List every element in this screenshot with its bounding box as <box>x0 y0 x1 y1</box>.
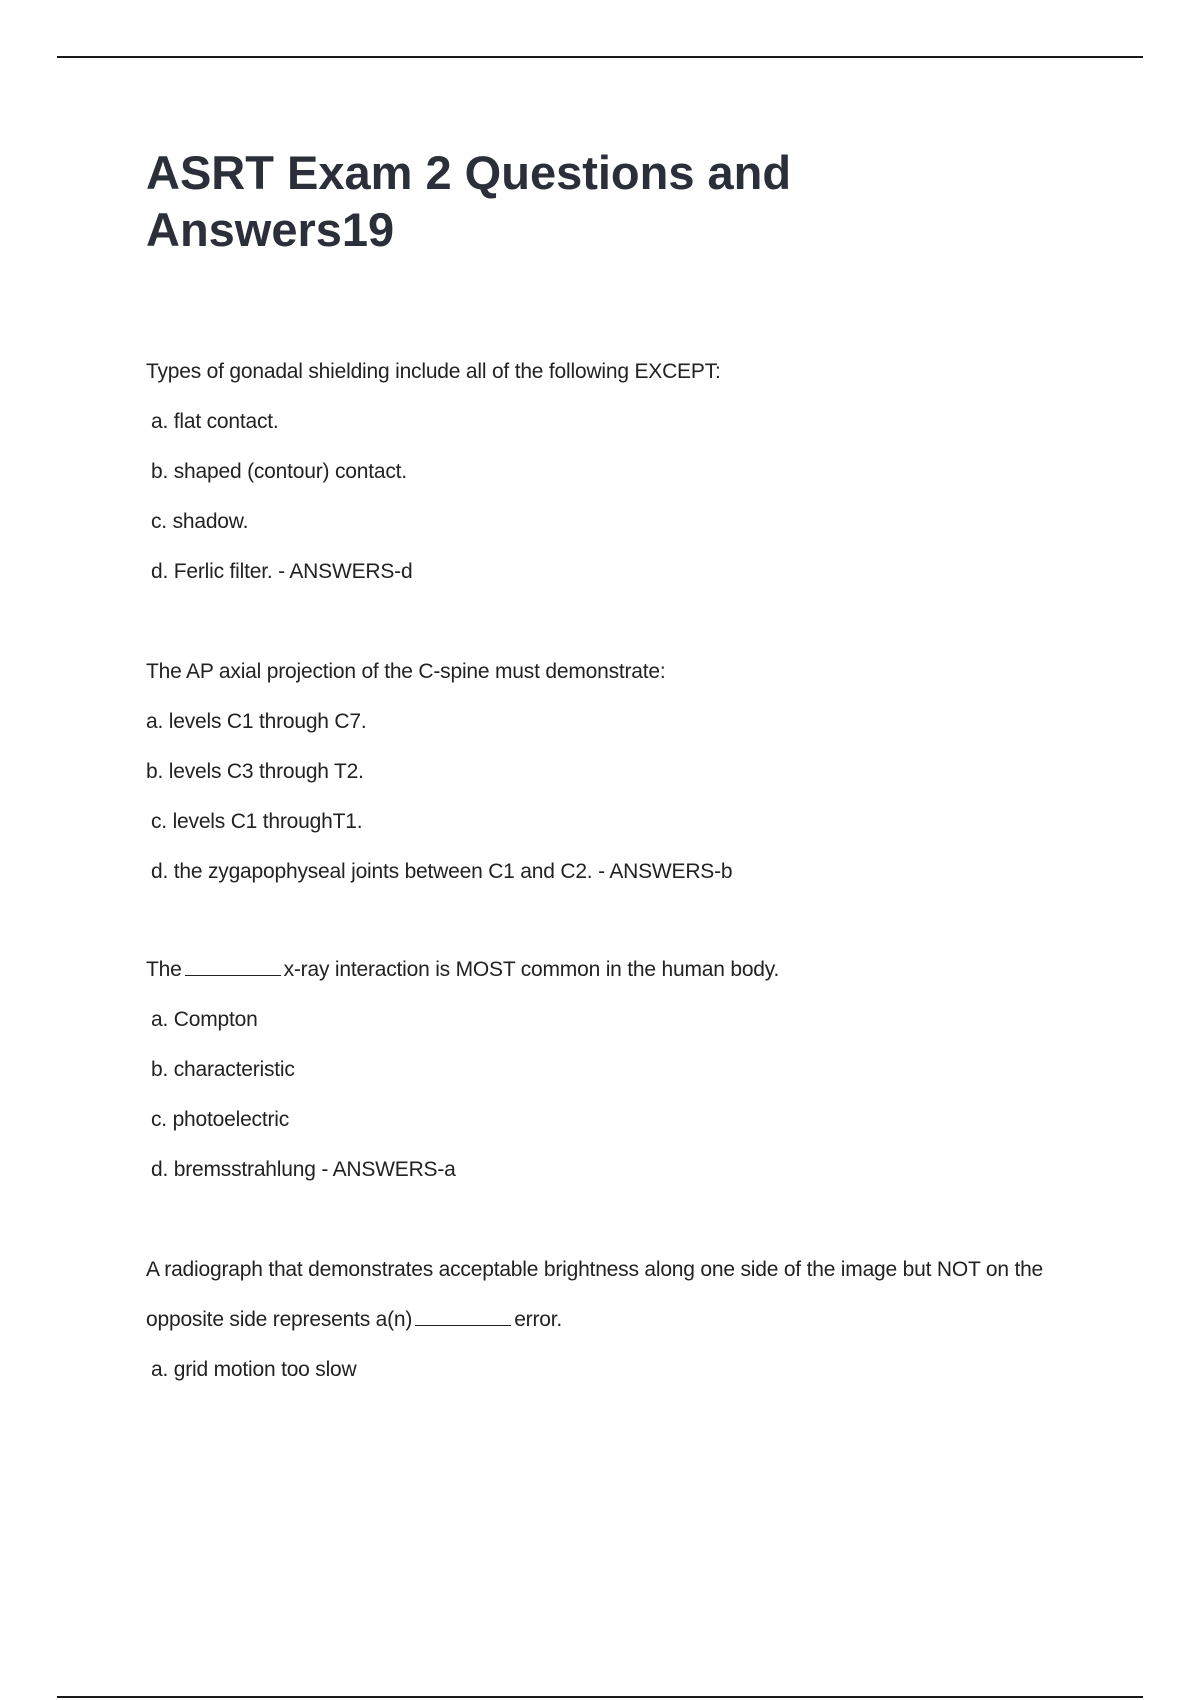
question-stem: A radiograph that demonstrates acceptable brightness along one side of the image but NOT on the <box>146 1258 1044 1281</box>
stem-text-after-blank: x-ray interaction is MOST common in the human body. <box>283 958 780 981</box>
question-3 <box>146 953 1086 1187</box>
answer-option: d. bremsstrahlung - ANSWERS-a <box>151 1158 456 1181</box>
answer-option: a. Compton <box>151 1008 258 1031</box>
answer-option: c. photoelectric <box>151 1108 290 1131</box>
document-title: ASRT Exam 2 Questions and Answers19 <box>146 146 792 256</box>
footer-rule <box>57 1696 1143 1698</box>
stem-text-after-blank: error. <box>514 1308 563 1331</box>
stem-text-before-blank: opposite side represents a(n) <box>146 1308 413 1331</box>
question-4 <box>146 1253 1086 1387</box>
question-stem-continued <box>146 1303 1086 1337</box>
question-1 <box>146 355 1086 589</box>
answer-option: b. levels C3 through T2. <box>146 760 364 783</box>
answer-option: b. shaped (contour) contact. <box>151 460 407 483</box>
answer-option: a. flat contact. <box>151 410 279 433</box>
question-stem: The AP axial projection of the C-spine must demonstrate: <box>146 660 666 683</box>
answer-option: a. levels C1 through C7. <box>146 710 367 733</box>
answer-option: d. the zygapophyseal joints between C1 and C2. - ANSWERS-b <box>151 860 733 883</box>
stem-text-before-blank: The <box>146 958 182 981</box>
answer-option: d. Ferlic filter. - ANSWERS-d <box>151 560 413 583</box>
fill-in-blank <box>185 959 281 976</box>
questions-list <box>146 355 1086 1403</box>
answer-option: c. shadow. <box>151 510 249 533</box>
header-rule <box>57 56 1143 58</box>
answer-option: c. levels C1 throughT1. <box>151 810 363 833</box>
answer-option: b. characteristic <box>151 1058 295 1081</box>
question-2 <box>146 655 1086 889</box>
fill-in-blank <box>415 1309 511 1326</box>
question-stem <box>146 953 1086 987</box>
answer-option: a. grid motion too slow <box>151 1358 357 1381</box>
question-stem: Types of gonadal shielding include all of the following EXCEPT: <box>146 360 721 383</box>
